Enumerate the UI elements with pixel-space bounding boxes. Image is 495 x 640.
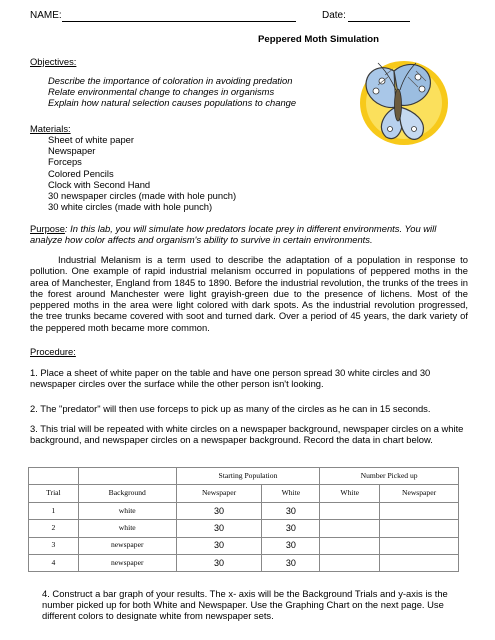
col-header-background: Background (78, 485, 176, 502)
purpose-label: Purpose (30, 223, 65, 234)
purpose-text: : In this lab, you will simulate how predators locate prey in different environments. You will analyze how color affects and organism's ability to survive in certain environments. (30, 223, 437, 246)
name-blank[interactable] (62, 21, 296, 22)
procedure-step-2: 2. The "predator" will then use forceps to pick up as many of the circles as he can in 15 seconds. (30, 403, 431, 414)
cell-start-white: 30 (262, 502, 320, 519)
table-row (29, 520, 459, 537)
name-label: NAME: (30, 10, 62, 21)
table-row (29, 502, 459, 519)
table-group-header-row (29, 468, 459, 485)
table-row (29, 537, 459, 554)
procedure-heading: Procedure: (30, 346, 76, 357)
table-header-row (29, 485, 459, 502)
cell-start-white: 30 (262, 554, 320, 571)
page-title: Peppered Moth Simulation (258, 34, 379, 45)
purpose-paragraph (30, 223, 470, 245)
col-header-start-white: White (262, 485, 320, 502)
material-item: Newspaper (48, 145, 96, 157)
col-header-picked-newspaper: Newspaper (380, 485, 459, 502)
objectives-heading: Objectives: (30, 56, 77, 67)
cell-start-newspaper: 30 (176, 537, 262, 554)
material-item: 30 newspaper circles (made with hole punch) (48, 189, 237, 201)
number-picked-header: Number Picked up (320, 468, 459, 485)
objectives-list (48, 75, 296, 109)
cell-start-white: 30 (262, 520, 320, 537)
cell-picked-white[interactable] (320, 520, 380, 537)
cell-picked-newspaper[interactable] (380, 520, 459, 537)
cell-picked-newspaper[interactable] (380, 502, 459, 519)
cell-trial: 2 (29, 520, 79, 537)
moth-illustration (338, 47, 448, 155)
cell-background: white (78, 520, 176, 537)
intro-paragraph: Industrial Melanism is a term used to describe the adaptation of a population in response to pollution. One example of rapid industrial melanism occurred in populations of peppered moths in the area of Manchester, England from 1845 to 1890. Before the industrial revolution, the trunks of the trees in the forest around Manchester were light grayish-green due to the presence of lichens. Most of the peppered moths in the area were light colored with dark spots. As the industrial revolution progressed, the tree trunks became covered with soot and turned dark. Over a period of 45 years, the dark variety of the peppered moth became more common. (30, 254, 468, 333)
cell-background: newspaper (78, 537, 176, 554)
objective-item: Describe the importance of coloration in avoiding predation (48, 75, 293, 86)
cell-start-white: 30 (262, 537, 320, 554)
date-blank[interactable] (348, 21, 410, 22)
cell-picked-newspaper[interactable] (380, 554, 459, 571)
date-label: Date: (322, 10, 346, 21)
cell-start-newspaper: 30 (176, 554, 262, 571)
cell-trial: 3 (29, 537, 79, 554)
col-header-trial: Trial (29, 485, 79, 502)
cell-picked-white[interactable] (320, 537, 380, 554)
material-item: Colored Pencils (48, 167, 114, 179)
cell-picked-white[interactable] (320, 502, 380, 519)
materials-heading: Materials: (30, 123, 71, 134)
col-header-picked-white: White (320, 485, 380, 502)
material-item: Clock with Second Hand (48, 178, 151, 190)
material-item: 30 white circles (made with hole punch) (48, 201, 213, 213)
cell-trial: 1 (29, 502, 79, 519)
table-row (29, 554, 459, 571)
cell-picked-white[interactable] (320, 554, 380, 571)
data-table (28, 467, 459, 572)
cell-picked-newspaper[interactable] (380, 537, 459, 554)
cell-start-newspaper: 30 (176, 520, 262, 537)
material-item: Sheet of white paper (48, 134, 134, 145)
procedure-step-4: 4. Construct a bar graph of your results. The x- axis will be the Background Trials and y-axis is the number picked up for both White and Newspaper. Use the Graphing Chart on the next page. Use different colors to designate white from newspaper sets. (42, 588, 448, 622)
objective-item: Relate environmental change to changes in organisms (48, 86, 275, 98)
cell-start-newspaper: 30 (176, 502, 262, 519)
col-header-start-newspaper: Newspaper (176, 485, 262, 502)
procedure-step-1: 1. Place a sheet of white paper on the table and have one person spread 30 white circles and 30 newspaper circles over the surface while the other person isn't looking. (30, 367, 431, 390)
cell-trial: 4 (29, 554, 79, 571)
cell-background: newspaper (78, 554, 176, 571)
procedure-step-3: 3. This trial will be repeated with white circles on a newspaper background, newspaper circles on a white background, and newspaper circles on a newspaper background. Record the data in chart below. (30, 423, 464, 446)
materials-list (48, 134, 236, 212)
objective-item: Explain how natural selection causes populations to change (48, 97, 297, 109)
starting-population-header: Starting Population (176, 468, 320, 485)
cell-background: white (78, 502, 176, 519)
material-item: Forceps (48, 156, 82, 168)
